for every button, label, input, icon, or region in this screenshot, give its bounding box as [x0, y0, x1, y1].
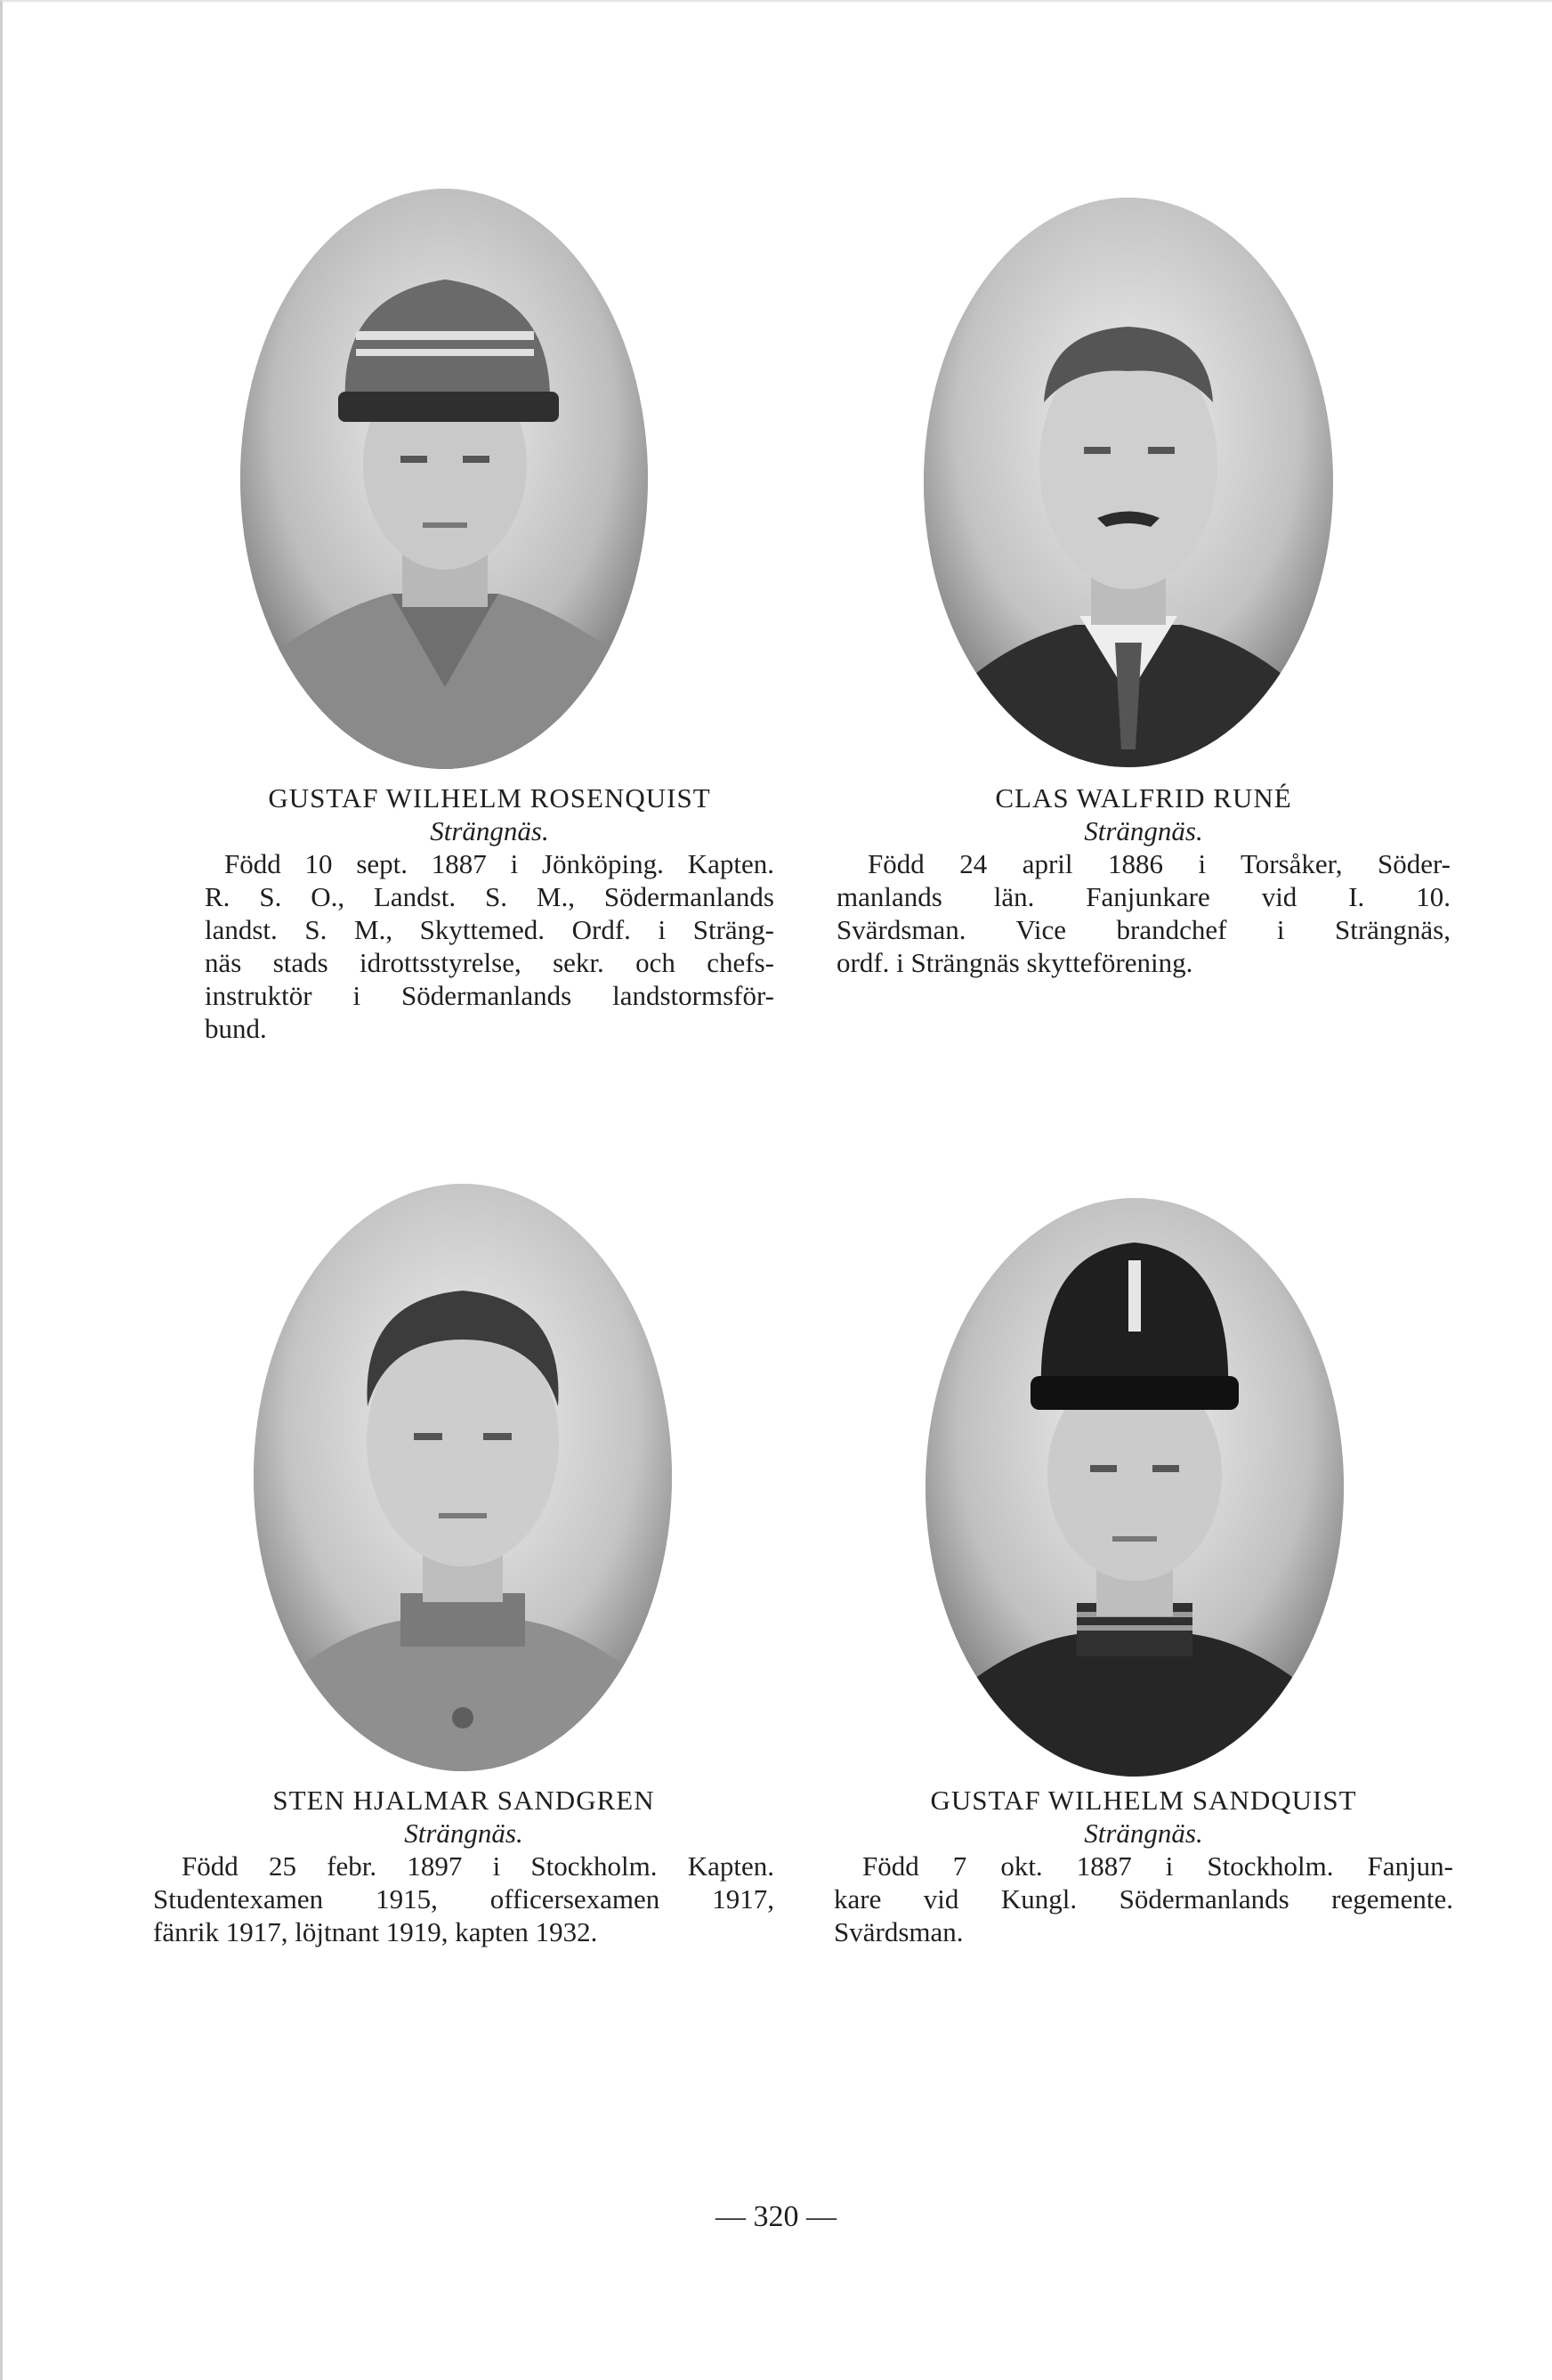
bio-line: manlands län. Fanjunkare vid I. 10.: [837, 881, 1451, 912]
person-place: Strängnäs.: [430, 815, 549, 846]
person-place: Strängnäs.: [404, 1817, 523, 1849]
person-place: Strängnäs.: [1084, 815, 1203, 846]
caption-sandquist: [834, 1784, 1453, 1948]
caption-sandgren: [153, 1784, 774, 1948]
portrait-uniform-bareheaded-icon: [254, 1184, 672, 1771]
bio-line: R. S. O., Landst. S. M., Södermanlands: [205, 881, 774, 912]
bio-line: ordf. i Strängnäs skytteförening.: [837, 947, 1193, 978]
bio-line: instruktör i Södermanlands landstormsför-: [205, 980, 774, 1011]
bio-line: fänrik 1917, löjtnant 1919, kapten 1932.: [153, 1916, 598, 1947]
bio-line: Född 10 sept. 1887 i Jönköping. Kapten.: [224, 848, 774, 879]
bio-line: Född 7 okt. 1887 i Stockholm. Fanjun-: [862, 1850, 1453, 1882]
bio-line: Född 25 febr. 1897 i Stockholm. Kapten.: [182, 1850, 774, 1882]
page-number: — 320 —: [715, 2200, 837, 2233]
person-name: STEN HJALMAR SANDGREN: [272, 1785, 655, 1816]
caption-rune: [837, 781, 1451, 979]
bio-line: landst. S. M., Skyttemed. Ordf. i Sträng-: [205, 914, 774, 945]
portrait-uniform-cap-icon: [240, 189, 648, 769]
bio-line: kare vid Kungl. Södermanlands regemente.: [834, 1883, 1453, 1915]
bio-line: Studentexamen 1915, officersexamen 1917,: [153, 1883, 774, 1915]
person-bio: [834, 1850, 1453, 1948]
caption-rosenquist: [205, 781, 774, 1045]
bio-line: Svärdsman. Vice brandchef i Strängnäs,: [837, 914, 1451, 945]
bio-line: näs stads idrottsstyrelse, sekr. och chefs-: [205, 947, 774, 978]
person-name: CLAS WALFRID RUNÉ: [995, 782, 1292, 814]
portrait-civilian-suit-icon: [924, 198, 1333, 767]
person-place: Strängnäs.: [1084, 1817, 1203, 1849]
person-bio: [205, 847, 774, 1045]
bio-line: Född 24 april 1886 i Torsåker, Söder-: [868, 848, 1451, 879]
person-name: GUSTAF WILHELM ROSENQUIST: [268, 782, 711, 814]
person-bio: [837, 847, 1451, 979]
person-name: GUSTAF WILHELM SANDQUIST: [930, 1785, 1357, 1816]
portrait-dark-uniform-cap-icon: [926, 1198, 1344, 1777]
bio-line: bund.: [205, 1013, 267, 1044]
person-bio: [153, 1850, 774, 1948]
bio-line: Svärdsman.: [834, 1916, 964, 1947]
